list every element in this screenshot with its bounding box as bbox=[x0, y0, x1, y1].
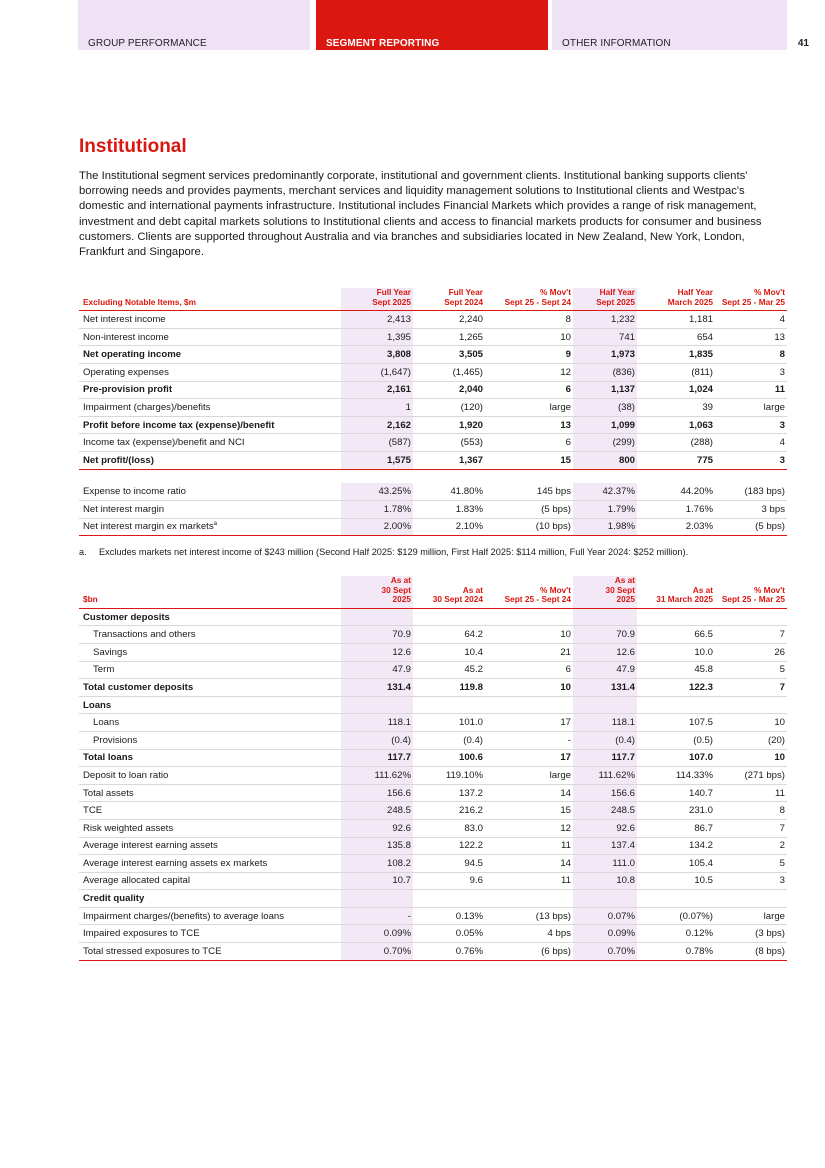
table-cell: 3,505 bbox=[413, 346, 485, 364]
table-cell: 39 bbox=[637, 399, 715, 417]
row-label-text: Net interest margin ex markets bbox=[83, 521, 214, 533]
table-cell: 83.0 bbox=[413, 819, 485, 837]
table-cell: 137.4 bbox=[573, 837, 637, 855]
table-cell: (38) bbox=[573, 399, 637, 417]
table-cell: 5 bbox=[715, 855, 787, 873]
table-cell: 105.4 bbox=[637, 855, 715, 873]
table-cell: 741 bbox=[573, 328, 637, 346]
header-cell: As at 30 Sept 2025 bbox=[341, 576, 413, 608]
table-cell: 1,232 bbox=[573, 311, 637, 329]
table-cell: (271 bps) bbox=[715, 767, 787, 785]
table-cell: 108.2 bbox=[341, 855, 413, 873]
table-cell: 1,181 bbox=[637, 311, 715, 329]
row-label: Total stressed exposures to TCE bbox=[79, 943, 341, 961]
table-cell: 10 bbox=[485, 328, 573, 346]
table-cell: 3 bbox=[715, 872, 787, 890]
table-cell: 6 bbox=[485, 661, 573, 679]
table-cell bbox=[637, 890, 715, 908]
table-cell: 45.2 bbox=[413, 661, 485, 679]
table-cell: 86.7 bbox=[637, 819, 715, 837]
table-cell: 21 bbox=[485, 643, 573, 661]
table-cell: (288) bbox=[637, 434, 715, 452]
table-cell: (1,647) bbox=[341, 363, 413, 381]
table-cell: 1.78% bbox=[341, 501, 413, 519]
table-cell: 3 bps bbox=[715, 501, 787, 519]
table-cell: (5 bps) bbox=[715, 518, 787, 536]
table-cell: 2,040 bbox=[413, 381, 485, 399]
table-cell: 1.76% bbox=[637, 501, 715, 519]
table-row bbox=[79, 696, 787, 714]
table-cell: 1,367 bbox=[413, 451, 485, 469]
top-navigation bbox=[0, 0, 825, 50]
table-row bbox=[79, 311, 787, 329]
table-cell: 1,920 bbox=[413, 416, 485, 434]
table-cell: 8 bbox=[715, 802, 787, 820]
table-cell: 654 bbox=[637, 328, 715, 346]
table-cell: 8 bbox=[485, 311, 573, 329]
table-cell: 135.8 bbox=[341, 837, 413, 855]
row-label: Net operating income bbox=[79, 346, 341, 364]
table-cell: 10 bbox=[485, 626, 573, 644]
tab-segment-reporting-label: SEGMENT REPORTING bbox=[326, 38, 440, 49]
table-cell: (0.5) bbox=[637, 731, 715, 749]
table-cell: 107.5 bbox=[637, 714, 715, 732]
row-label: Total loans bbox=[79, 749, 341, 767]
table-row bbox=[79, 501, 787, 519]
row-label: Savings bbox=[79, 643, 341, 661]
table-row bbox=[79, 416, 787, 434]
table-cell: 4 bbox=[715, 434, 787, 452]
header-cell: Full Year Sept 2025 bbox=[341, 288, 413, 311]
row-label: Impairment (charges)/benefits bbox=[79, 399, 341, 417]
table-row bbox=[79, 643, 787, 661]
table-row bbox=[79, 451, 787, 469]
header-cell: % Mov't Sept 25 - Mar 25 bbox=[715, 576, 787, 608]
row-label: Credit quality bbox=[79, 890, 341, 908]
table-cell bbox=[413, 696, 485, 714]
table-row bbox=[79, 434, 787, 452]
table-cell: 41.80% bbox=[413, 483, 485, 501]
table-cell: 111.62% bbox=[573, 767, 637, 785]
earnings-table-body bbox=[79, 311, 787, 469]
table-cell: (811) bbox=[637, 363, 715, 381]
table-row bbox=[79, 483, 787, 501]
table-row bbox=[79, 907, 787, 925]
header-cell: Half Year March 2025 bbox=[637, 288, 715, 311]
row-label: Impaired exposures to TCE bbox=[79, 925, 341, 943]
table-cell: (6 bps) bbox=[485, 943, 573, 961]
table-cell: large bbox=[485, 767, 573, 785]
table-cell: (0.07%) bbox=[637, 907, 715, 925]
table-cell: 9 bbox=[485, 346, 573, 364]
table-cell: 2,162 bbox=[341, 416, 413, 434]
header-cell: $bn bbox=[79, 576, 341, 608]
table-cell: 9.6 bbox=[413, 872, 485, 890]
table-cell: 17 bbox=[485, 714, 573, 732]
table-cell: 10 bbox=[715, 749, 787, 767]
table-cell: (299) bbox=[573, 434, 637, 452]
table-row bbox=[79, 518, 787, 536]
table-cell: 118.1 bbox=[341, 714, 413, 732]
table-row bbox=[79, 346, 787, 364]
table-cell: 1,265 bbox=[413, 328, 485, 346]
header-cell: As at 31 March 2025 bbox=[637, 576, 715, 608]
table-cell: (587) bbox=[341, 434, 413, 452]
table-cell bbox=[715, 890, 787, 908]
header-cell: Half Year Sept 2025 bbox=[573, 288, 637, 311]
table-row bbox=[79, 381, 787, 399]
table-cell: 43.25% bbox=[341, 483, 413, 501]
table-cell: 0.12% bbox=[637, 925, 715, 943]
table-cell: 111.0 bbox=[573, 855, 637, 873]
table-cell: 131.4 bbox=[341, 679, 413, 697]
footnote-reference: a bbox=[213, 521, 217, 528]
table-cell: 45.8 bbox=[637, 661, 715, 679]
table-cell: 0.70% bbox=[573, 943, 637, 961]
table-cell: 64.2 bbox=[413, 626, 485, 644]
section-intro: The Institutional segment services predominantly corporate, institutional and government clients. Institutional banking supports clients' borrowing needs and provides payments, merchant services and liquidity management solutions to Institutional clients and Westpac's domestic and international payments infrastructure. Institutional includes Financial Markets which provides a range of risk management, investment and debt capital markets solutions to Institutional clients and access to financial markets products for consumer and business customers. Clients are supported throughout Australia and via branches and subsidiaries located in New Zealand, New York, London, Frankfurt and Singapore. bbox=[79, 170, 762, 259]
table-row bbox=[79, 731, 787, 749]
table-row bbox=[79, 608, 787, 626]
table-cell: 101.0 bbox=[413, 714, 485, 732]
table-cell: 6 bbox=[485, 434, 573, 452]
table-cell: 5 bbox=[715, 661, 787, 679]
table-cell: 231.0 bbox=[637, 802, 715, 820]
table-cell: 145 bps bbox=[485, 483, 573, 501]
row-label: Non-interest income bbox=[79, 328, 341, 346]
table-cell: 1,137 bbox=[573, 381, 637, 399]
table-cell: 10.7 bbox=[341, 872, 413, 890]
table-cell: 0.76% bbox=[413, 943, 485, 961]
table-cell: 7 bbox=[715, 679, 787, 697]
table-cell: 775 bbox=[637, 451, 715, 469]
table-cell: 11 bbox=[485, 872, 573, 890]
table-cell: 10 bbox=[485, 679, 573, 697]
row-label: Average allocated capital bbox=[79, 872, 341, 890]
table-cell: (120) bbox=[413, 399, 485, 417]
table-row bbox=[79, 819, 787, 837]
balance-sheet-table-body bbox=[79, 608, 787, 960]
table-cell: (0.4) bbox=[413, 731, 485, 749]
table-cell bbox=[573, 696, 637, 714]
table-cell bbox=[341, 608, 413, 626]
table-cell: (1,465) bbox=[413, 363, 485, 381]
table-cell: 10.4 bbox=[413, 643, 485, 661]
table-cell: 11 bbox=[715, 784, 787, 802]
table-cell: (3 bps) bbox=[715, 925, 787, 943]
table-row bbox=[79, 890, 787, 908]
row-label: Net interest income bbox=[79, 311, 341, 329]
table-cell: 216.2 bbox=[413, 802, 485, 820]
table-cell: 94.5 bbox=[413, 855, 485, 873]
table-cell: 1,024 bbox=[637, 381, 715, 399]
table-row bbox=[79, 679, 787, 697]
table-cell: 117.7 bbox=[341, 749, 413, 767]
table-cell: 1,099 bbox=[573, 416, 637, 434]
table-cell: (553) bbox=[413, 434, 485, 452]
row-label: Profit before income tax (expense)/benefit bbox=[79, 416, 341, 434]
table-cell: 800 bbox=[573, 451, 637, 469]
row-label: Average interest earning assets bbox=[79, 837, 341, 855]
ratio-table-body bbox=[79, 483, 787, 536]
row-label: Loans bbox=[79, 714, 341, 732]
table-cell bbox=[485, 890, 573, 908]
table-cell bbox=[485, 696, 573, 714]
table-cell: 11 bbox=[715, 381, 787, 399]
row-label: Term bbox=[79, 661, 341, 679]
table-cell: 1.98% bbox=[573, 518, 637, 536]
header-cell: % Mov't Sept 25 - Sept 24 bbox=[485, 576, 573, 608]
table-cell: 114.33% bbox=[637, 767, 715, 785]
table-cell: 134.2 bbox=[637, 837, 715, 855]
table-cell: 100.6 bbox=[413, 749, 485, 767]
table-cell: 92.6 bbox=[573, 819, 637, 837]
table-cell: 47.9 bbox=[341, 661, 413, 679]
table-cell bbox=[413, 608, 485, 626]
row-label: Average interest earning assets ex markets bbox=[79, 855, 341, 873]
table-cell: 248.5 bbox=[573, 802, 637, 820]
tab-other-information[interactable] bbox=[552, 0, 787, 50]
table-cell: 1,395 bbox=[341, 328, 413, 346]
table-cell bbox=[637, 696, 715, 714]
table-cell: 4 bps bbox=[485, 925, 573, 943]
header-cell: Excluding Notable Items, $m bbox=[79, 288, 341, 311]
page-number: 41 bbox=[797, 38, 809, 49]
table-cell: 122.2 bbox=[413, 837, 485, 855]
balance-sheet-table bbox=[79, 576, 787, 961]
row-label: Pre-provision profit bbox=[79, 381, 341, 399]
row-label bbox=[79, 518, 341, 536]
table-row bbox=[79, 714, 787, 732]
table-cell bbox=[715, 696, 787, 714]
table-cell: (10 bps) bbox=[485, 518, 573, 536]
row-label: Impairment charges/(benefits) to average loans bbox=[79, 907, 341, 925]
table-cell bbox=[573, 890, 637, 908]
row-label: Net profit/(loss) bbox=[79, 451, 341, 469]
table-cell: 1,835 bbox=[637, 346, 715, 364]
table-cell: 0.09% bbox=[341, 925, 413, 943]
table-cell: 248.5 bbox=[341, 802, 413, 820]
footnote-text: Excludes markets net interest income of $243 million (Second Half 2025: $129 million, First Half 2025: $114 million, Full Year 2024: $252 million). bbox=[99, 547, 689, 557]
table-cell bbox=[341, 890, 413, 908]
table-cell: 1,575 bbox=[341, 451, 413, 469]
table-row bbox=[79, 749, 787, 767]
table-cell: 117.7 bbox=[573, 749, 637, 767]
table-cell bbox=[637, 608, 715, 626]
table-cell: 2 bbox=[715, 837, 787, 855]
table-cell: 2,161 bbox=[341, 381, 413, 399]
row-label: Income tax (expense)/benefit and NCI bbox=[79, 434, 341, 452]
table-cell: (0.4) bbox=[573, 731, 637, 749]
table-row bbox=[79, 661, 787, 679]
table-cell: 2,240 bbox=[413, 311, 485, 329]
table-cell: 137.2 bbox=[413, 784, 485, 802]
earnings-table bbox=[79, 288, 787, 470]
table-cell: 26 bbox=[715, 643, 787, 661]
table-cell: 10 bbox=[715, 714, 787, 732]
table-cell: (836) bbox=[573, 363, 637, 381]
table-cell bbox=[413, 890, 485, 908]
table-cell: 17 bbox=[485, 749, 573, 767]
table-cell: 14 bbox=[485, 855, 573, 873]
footnote-mark: a. bbox=[79, 547, 87, 557]
table-cell: large bbox=[715, 399, 787, 417]
table-cell: (13 bps) bbox=[485, 907, 573, 925]
table-cell: 12 bbox=[485, 819, 573, 837]
table-cell: 131.4 bbox=[573, 679, 637, 697]
table-cell: 13 bbox=[485, 416, 573, 434]
table-cell: 156.6 bbox=[573, 784, 637, 802]
tab-group-performance[interactable] bbox=[78, 0, 310, 50]
table-cell: 6 bbox=[485, 381, 573, 399]
header-cell: As at 30 Sept 2025 bbox=[573, 576, 637, 608]
table-cell: 0.13% bbox=[413, 907, 485, 925]
table-cell: 0.05% bbox=[413, 925, 485, 943]
table-cell: 66.5 bbox=[637, 626, 715, 644]
table-cell: large bbox=[715, 907, 787, 925]
table-cell: 70.9 bbox=[573, 626, 637, 644]
table-cell bbox=[341, 696, 413, 714]
table-cell: 70.9 bbox=[341, 626, 413, 644]
table-cell: 15 bbox=[485, 451, 573, 469]
table-cell: 10.8 bbox=[573, 872, 637, 890]
table-cell: (8 bps) bbox=[715, 943, 787, 961]
row-label: Transactions and others bbox=[79, 626, 341, 644]
table-cell: 8 bbox=[715, 346, 787, 364]
header-cell: % Mov't Sept 25 - Sept 24 bbox=[485, 288, 573, 311]
table-row bbox=[79, 399, 787, 417]
table-cell: (20) bbox=[715, 731, 787, 749]
table-cell: 44.20% bbox=[637, 483, 715, 501]
table-cell: 119.8 bbox=[413, 679, 485, 697]
table-cell: 0.70% bbox=[341, 943, 413, 961]
table-cell: 3 bbox=[715, 451, 787, 469]
table-cell: 15 bbox=[485, 802, 573, 820]
table-cell: 0.07% bbox=[573, 907, 637, 925]
table-row bbox=[79, 363, 787, 381]
row-label: Deposit to loan ratio bbox=[79, 767, 341, 785]
table-cell: (0.4) bbox=[341, 731, 413, 749]
table-row bbox=[79, 925, 787, 943]
table-cell: 107.0 bbox=[637, 749, 715, 767]
earnings-table-header bbox=[79, 288, 787, 311]
table-cell: 11 bbox=[485, 837, 573, 855]
row-label: Loans bbox=[79, 696, 341, 714]
table-cell: 1,973 bbox=[573, 346, 637, 364]
table-row bbox=[79, 767, 787, 785]
table-cell: 47.9 bbox=[573, 661, 637, 679]
table-row bbox=[79, 837, 787, 855]
table-cell bbox=[715, 608, 787, 626]
table-cell: 10.0 bbox=[637, 643, 715, 661]
row-label: Provisions bbox=[79, 731, 341, 749]
header-cell: Full Year Sept 2024 bbox=[413, 288, 485, 311]
table-cell: 14 bbox=[485, 784, 573, 802]
table-cell: 0.09% bbox=[573, 925, 637, 943]
ratio-table bbox=[79, 483, 787, 536]
row-label: Expense to income ratio bbox=[79, 483, 341, 501]
table-cell: large bbox=[485, 399, 573, 417]
table-cell bbox=[485, 608, 573, 626]
table-cell: (183 bps) bbox=[715, 483, 787, 501]
balance-sheet-table-header bbox=[79, 576, 787, 608]
table-cell: 3,808 bbox=[341, 346, 413, 364]
table-row bbox=[79, 328, 787, 346]
table-cell: 1.79% bbox=[573, 501, 637, 519]
table-row bbox=[79, 626, 787, 644]
table-cell: 7 bbox=[715, 626, 787, 644]
table-cell: (5 bps) bbox=[485, 501, 573, 519]
table-cell: 1.83% bbox=[413, 501, 485, 519]
row-label: Customer deposits bbox=[79, 608, 341, 626]
row-label: Net interest margin bbox=[79, 501, 341, 519]
row-label: Total assets bbox=[79, 784, 341, 802]
row-label: Operating expenses bbox=[79, 363, 341, 381]
footnote bbox=[79, 547, 799, 557]
table-cell: 12 bbox=[485, 363, 573, 381]
table-cell: 2,413 bbox=[341, 311, 413, 329]
header-cell: As at 30 Sept 2024 bbox=[413, 576, 485, 608]
tab-other-information-label: OTHER INFORMATION bbox=[562, 38, 671, 49]
table-cell: 3 bbox=[715, 416, 787, 434]
table-cell: 13 bbox=[715, 328, 787, 346]
tab-segment-reporting[interactable] bbox=[316, 0, 548, 50]
table-cell: 1,063 bbox=[637, 416, 715, 434]
table-cell: 2.00% bbox=[341, 518, 413, 536]
table-cell: 2.03% bbox=[637, 518, 715, 536]
table-row bbox=[79, 802, 787, 820]
table-cell: 4 bbox=[715, 311, 787, 329]
table-row bbox=[79, 943, 787, 961]
table-cell: 10.5 bbox=[637, 872, 715, 890]
table-row bbox=[79, 784, 787, 802]
table-cell: 140.7 bbox=[637, 784, 715, 802]
table-cell: 42.37% bbox=[573, 483, 637, 501]
table-cell: - bbox=[341, 907, 413, 925]
table-cell bbox=[573, 608, 637, 626]
section-title: Institutional bbox=[79, 136, 187, 157]
row-label: Risk weighted assets bbox=[79, 819, 341, 837]
table-cell: 1 bbox=[341, 399, 413, 417]
table-cell: 2.10% bbox=[413, 518, 485, 536]
table-cell: 119.10% bbox=[413, 767, 485, 785]
tab-group-performance-label: GROUP PERFORMANCE bbox=[88, 38, 207, 49]
table-row bbox=[79, 872, 787, 890]
row-label: TCE bbox=[79, 802, 341, 820]
table-cell: - bbox=[485, 731, 573, 749]
table-cell: 92.6 bbox=[341, 819, 413, 837]
table-row bbox=[79, 855, 787, 873]
table-cell: 156.6 bbox=[341, 784, 413, 802]
row-label: Total customer deposits bbox=[79, 679, 341, 697]
table-cell: 122.3 bbox=[637, 679, 715, 697]
table-cell: 12.6 bbox=[573, 643, 637, 661]
table-cell: 7 bbox=[715, 819, 787, 837]
table-cell: 12.6 bbox=[341, 643, 413, 661]
table-cell: 118.1 bbox=[573, 714, 637, 732]
table-cell: 0.78% bbox=[637, 943, 715, 961]
table-cell: 111.62% bbox=[341, 767, 413, 785]
table-cell: 3 bbox=[715, 363, 787, 381]
header-cell: % Mov't Sept 25 - Mar 25 bbox=[715, 288, 787, 311]
